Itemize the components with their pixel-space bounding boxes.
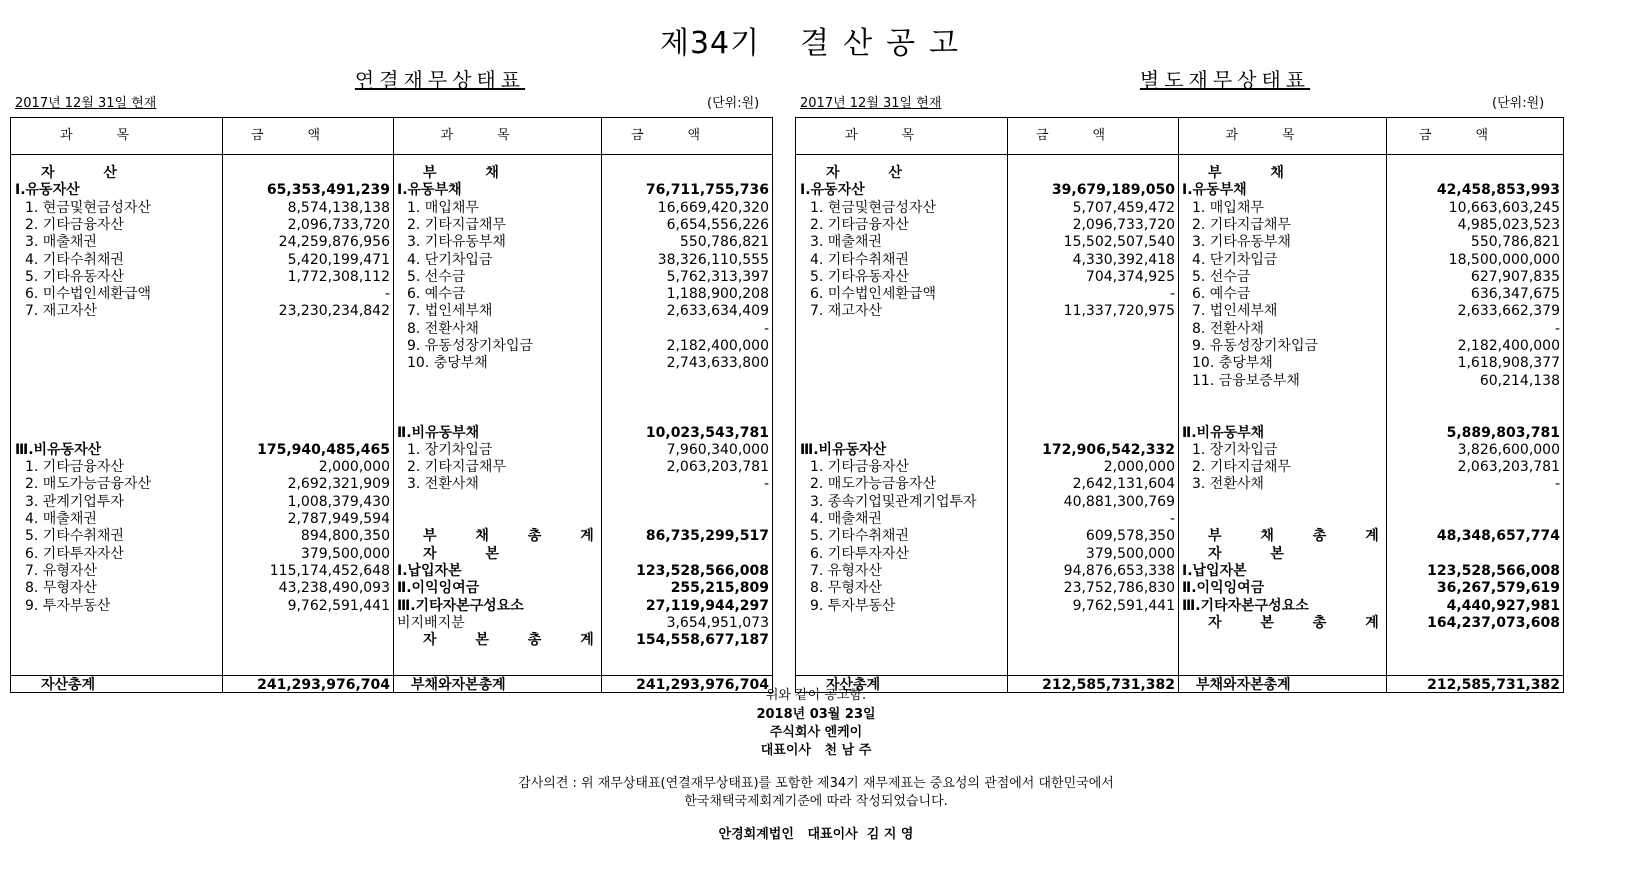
asset-item-label: 5. 기타유동자산	[25, 268, 124, 285]
liability-item-label: 2. 기타지급채무	[407, 216, 506, 233]
asset-item-amount: 23,230,234,842	[278, 303, 390, 320]
column-divider	[393, 118, 394, 692]
asset-item-amount: 15,502,507,540	[1063, 234, 1175, 251]
total-assets-label: 자산총계	[826, 677, 881, 693]
announcement-label: 결산공고	[800, 26, 973, 61]
liability-item-amount: 16,669,420,320	[657, 199, 769, 216]
liability-item-amount: 2,063,203,781	[1457, 459, 1560, 476]
asset-item-amount: 172,906,542,332	[1042, 441, 1175, 458]
asset-item-label: 8. 무형자산	[25, 580, 97, 597]
liability-item-label: 5. 선수금	[1192, 268, 1251, 285]
liability-item-label: 5. 선수금	[407, 268, 466, 285]
asset-item-label: Ⅲ.비유동자산	[800, 441, 887, 458]
asset-item-amount: 11,337,720,975	[1063, 303, 1175, 320]
liability-item-amount: -	[763, 320, 769, 337]
separate-balance-table	[795, 117, 1564, 693]
notice-text: 위와 같이 공고함.	[765, 688, 867, 703]
audit-opinion-line1: 감사의견 : 위 재무상태표(연결재무상태표)를 포함한 제34기 재무제표는 중요성의 관점에서 대한민국에서	[518, 776, 1114, 791]
liability-item-amount: 6,654,556,226	[666, 216, 769, 233]
liability-item-amount: 10,663,603,245	[1448, 199, 1560, 216]
total-liab-equity-amount: 241,293,976,704	[636, 677, 769, 693]
asset-item-amount: 894,800,350	[300, 528, 390, 545]
asset-item-label: 5. 기타수취채권	[810, 528, 909, 545]
asset-item-amount: 2,096,733,720	[1072, 216, 1175, 233]
asset-item-amount: 2,000,000	[1103, 459, 1175, 476]
header-item: 과목	[1225, 128, 1339, 143]
liability-item-label: 10. 충당부채	[407, 355, 488, 372]
total-liab-equity-label: 부채와자본총계	[1196, 677, 1291, 693]
asset-item-label: 2. 기타금융자산	[25, 216, 124, 233]
audit-opinion-line2: 한국채택국제회계기준에 따라 작성되었습니다.	[684, 794, 948, 809]
asset-item-label: Ⅰ.유동자산	[800, 182, 865, 199]
liability-item-amount: 2,743,633,800	[666, 355, 769, 372]
liability-item-amount: 27,119,944,297	[645, 597, 769, 614]
asset-item-label: 2. 기타금융자산	[810, 216, 909, 233]
liability-item-label: 3. 전환사채	[407, 476, 479, 493]
header-amount: 금액	[1035, 128, 1150, 143]
asset-item-label: 7. 유형자산	[25, 562, 97, 579]
liability-item-amount: 1,188,900,208	[666, 286, 769, 303]
asset-item-label: 5. 기타유동자산	[810, 268, 909, 285]
asset-item-label: 3. 관계기업투자	[25, 493, 124, 510]
liability-item-amount: 2,063,203,781	[666, 459, 769, 476]
liability-item-label: 자 본	[1208, 545, 1306, 562]
liability-item-amount: 2,633,634,409	[666, 303, 769, 320]
liability-item-amount: 2,182,400,000	[666, 338, 769, 354]
liability-item-amount: 2,182,400,000	[1457, 338, 1560, 354]
liability-item-label: 9. 유동성장기차입금	[1192, 338, 1318, 354]
liability-item-amount: 38,326,110,555	[657, 251, 769, 268]
asset-item-label: 9. 투자부동산	[25, 597, 111, 614]
liability-item-label: 4. 단기차입금	[1192, 251, 1278, 268]
consolidated-unit: (단위:원)	[707, 96, 760, 111]
liability-item-label: 8. 전환사채	[1192, 320, 1264, 337]
liability-item-amount: 86,735,299,517	[645, 528, 769, 545]
liability-item-label: Ⅰ.납입자본	[1182, 562, 1247, 579]
liability-item-label: 3. 기타유동부채	[407, 234, 506, 251]
liability-item-amount: 18,500,000,000	[1448, 251, 1560, 268]
header-item: 과목	[59, 128, 174, 143]
liability-item-label: Ⅲ.기타자본구성요소	[397, 597, 524, 614]
liability-item-label: 4. 단기차입금	[407, 251, 493, 268]
liability-item-amount: 123,528,566,008	[1427, 562, 1560, 579]
asset-item-label: 6. 기타투자자산	[810, 545, 909, 562]
asset-item-amount: 9,762,591,441	[287, 597, 390, 614]
liability-item-amount: 7,960,340,000	[666, 441, 769, 458]
notice-date: 2018년 03월 23일	[756, 707, 876, 722]
asset-item-amount: 2,096,733,720	[287, 216, 390, 233]
consolidated-balance-table	[10, 117, 773, 693]
liability-item-amount: 636,347,675	[1470, 286, 1560, 303]
liability-item-label: Ⅱ.비유동부채	[1182, 424, 1265, 441]
asset-item-label: 6. 기타투자자산	[25, 545, 124, 562]
liability-item-label: 자 본 총 계	[1208, 614, 1396, 631]
liability-item-amount: -	[1554, 320, 1560, 337]
liability-item-label: 3. 전환사채	[1192, 476, 1264, 493]
asset-item-amount: 115,174,452,648	[269, 562, 390, 579]
consolidated-statement-title: 연결재무상태표	[354, 68, 526, 92]
company-name: 주식회사 엔케이	[769, 725, 863, 740]
column-divider	[1178, 118, 1179, 692]
asset-item-amount: 2,000,000	[318, 459, 390, 476]
liability-item-label: Ⅱ.이익잉여금	[397, 580, 480, 597]
separate-date: 2017년 12월 31일 현재	[800, 96, 942, 111]
liability-item-label: 7. 법인세부채	[1192, 303, 1278, 320]
liability-item-amount: 3,826,600,000	[1457, 441, 1560, 458]
liability-item-label: 3. 기타유동부채	[1192, 234, 1291, 251]
ceo-name: 대표이사 천 남 주	[760, 743, 872, 758]
liability-item-label: Ⅲ.기타자본구성요소	[1182, 597, 1309, 614]
asset-item-amount: 2,787,949,594	[287, 511, 390, 527]
header-amount: 금액	[1418, 128, 1533, 143]
asset-item-label: 4. 기타수취채권	[25, 251, 124, 268]
liability-item-label: Ⅱ.이익잉여금	[1182, 580, 1265, 597]
header-item: 과목	[440, 128, 554, 143]
asset-item-amount: 9,762,591,441	[1072, 597, 1175, 614]
liability-item-amount: 60,214,138	[1479, 372, 1560, 389]
header-amount: 금액	[250, 128, 365, 143]
liability-item-label: 6. 예수금	[1192, 286, 1251, 303]
header-item: 과목	[844, 128, 959, 143]
auditor-name: 안경회계법인 대표이사 김 지 영	[718, 827, 914, 842]
liability-item-label: 부 채 총 계	[423, 528, 611, 545]
asset-item-label: 9. 투자부동산	[810, 597, 896, 614]
liability-item-label: Ⅰ.납입자본	[397, 562, 462, 579]
asset-item-amount: 24,259,876,956	[278, 234, 390, 251]
asset-item-amount: 40,881,300,769	[1063, 493, 1175, 510]
asset-item-amount: 2,642,131,604	[1072, 476, 1175, 493]
total-assets-amount: 241,293,976,704	[257, 677, 390, 693]
liability-item-label: 비지배지분	[397, 614, 465, 631]
asset-item-label: 8. 무형자산	[810, 580, 882, 597]
liability-item-label: Ⅰ.유동부채	[1182, 182, 1247, 199]
asset-item-label: 3. 매출채권	[25, 234, 97, 251]
liability-item-amount: 5,889,803,781	[1446, 424, 1560, 441]
total-liab-equity-label: 부채와자본총계	[411, 677, 506, 693]
liability-item-label: Ⅰ.유동부채	[397, 182, 462, 199]
asset-item-label: 3. 매출채권	[810, 234, 882, 251]
asset-item-label: 5. 기타수취채권	[25, 528, 124, 545]
liability-item-amount: 4,440,927,981	[1446, 597, 1560, 614]
liability-item-label: 2. 기타지급채무	[407, 459, 506, 476]
liability-item-amount: 627,907,835	[1470, 268, 1560, 285]
liability-item-label: 9. 유동성장기차입금	[407, 338, 533, 354]
liability-item-amount: 2,633,662,379	[1457, 303, 1560, 320]
liability-item-label: 8. 전환사채	[407, 320, 479, 337]
total-liab-equity-amount: 212,585,731,382	[1427, 677, 1560, 693]
asset-item-label: 4. 매출채권	[810, 511, 882, 527]
total-assets-label: 자산총계	[41, 677, 96, 693]
asset-item-amount: 2,692,321,909	[287, 476, 390, 493]
liability-item-amount: 154,558,677,187	[636, 632, 769, 649]
liability-item-label: Ⅱ.비유동부채	[397, 424, 480, 441]
asset-item-amount: 1,772,308,112	[287, 268, 390, 285]
asset-item-label: 7. 재고자산	[25, 303, 97, 320]
liability-item-label: 10. 충당부채	[1192, 355, 1273, 372]
asset-item-amount: -	[1169, 286, 1175, 303]
announcement-title	[0, 18, 1632, 62]
separate-statement-title: 별도재무상태표	[1139, 68, 1311, 92]
asset-item-label: Ⅲ.비유동자산	[15, 441, 102, 458]
asset-item-label: 7. 재고자산	[810, 303, 882, 320]
asset-item-amount: 379,500,000	[300, 545, 390, 562]
asset-item-amount: -	[1169, 511, 1175, 527]
liability-item-amount: -	[763, 476, 769, 493]
asset-item-label: 7. 유형자산	[810, 562, 882, 579]
liability-item-amount: 36,267,579,619	[1436, 580, 1560, 597]
asset-item-label: 2. 매도가능금융자산	[810, 476, 936, 493]
asset-item-label: 6. 미수법인세환급액	[25, 286, 151, 303]
liability-item-label: 자 본	[423, 545, 521, 562]
asset-item-amount: 379,500,000	[1085, 545, 1175, 562]
liability-item-amount: 164,237,073,608	[1427, 614, 1560, 631]
liability-item-label: 2. 기타지급채무	[1192, 216, 1291, 233]
separate-unit: (단위:원)	[1492, 96, 1545, 111]
liability-item-label: 부 채	[1208, 165, 1306, 181]
liability-item-amount: 4,985,023,523	[1457, 216, 1560, 233]
liability-item-label: 1. 장기차입금	[1192, 441, 1278, 458]
asset-item-label: 1. 현금및현금성자산	[25, 199, 151, 216]
asset-item-label: 1. 기타금융자산	[810, 459, 909, 476]
asset-item-label: 6. 미수법인세환급액	[810, 286, 936, 303]
asset-item-amount: 23,752,786,830	[1063, 580, 1175, 597]
table-header-row	[11, 118, 772, 155]
asset-item-label: 2. 매도가능금융자산	[25, 476, 151, 493]
asset-item-label: 4. 기타수취채권	[810, 251, 909, 268]
asset-item-label: 자 산	[826, 165, 924, 181]
period-label: 제34기	[659, 26, 761, 61]
liability-item-amount: 5,762,313,397	[666, 268, 769, 285]
liability-item-amount: 48,348,657,774	[1436, 528, 1560, 545]
liability-item-label: 6. 예수금	[407, 286, 466, 303]
asset-item-amount: 65,353,491,239	[266, 182, 390, 199]
liability-item-amount: 123,528,566,008	[636, 562, 769, 579]
header-amount: 금액	[630, 128, 745, 143]
table-header-row	[796, 118, 1563, 155]
asset-item-amount: 43,238,490,093	[278, 580, 390, 597]
asset-item-amount: 4,330,392,418	[1072, 251, 1175, 268]
liability-item-amount: 76,711,755,736	[645, 182, 769, 199]
liability-item-label: 11. 금융보증부채	[1192, 372, 1300, 389]
liability-item-amount: 3,654,951,073	[666, 614, 769, 631]
asset-item-amount: 5,420,199,471	[287, 251, 390, 268]
liability-item-label: 1. 장기차입금	[407, 441, 493, 458]
total-assets-amount: 212,585,731,382	[1042, 677, 1175, 693]
liability-item-amount: 255,215,809	[670, 580, 769, 597]
liability-item-label: 부 채	[423, 165, 521, 181]
liability-item-label: 자 본 총 계	[423, 632, 611, 649]
liability-item-label: 부 채 총 계	[1208, 528, 1396, 545]
asset-item-label: 3. 종속기업및관계기업투자	[810, 493, 977, 510]
liability-item-label: 1. 매입채무	[407, 199, 479, 216]
asset-item-amount: 1,008,379,430	[287, 493, 390, 510]
asset-item-amount: 94,876,653,338	[1063, 562, 1175, 579]
liability-item-amount: 550,786,821	[1470, 234, 1560, 251]
liability-item-amount: 42,458,853,993	[1436, 182, 1560, 199]
asset-item-amount: 704,374,925	[1085, 268, 1175, 285]
asset-item-label: 자 산	[41, 165, 139, 181]
liability-item-label: 2. 기타지급채무	[1192, 459, 1291, 476]
liability-item-amount: -	[1554, 476, 1560, 493]
asset-item-amount: 5,707,459,472	[1072, 199, 1175, 216]
liability-item-amount: 10,023,543,781	[645, 424, 769, 441]
liability-item-label: 1. 매입채무	[1192, 199, 1264, 216]
liability-item-amount: 1,618,908,377	[1457, 355, 1560, 372]
asset-item-label: 4. 매출채권	[25, 511, 97, 527]
asset-item-amount: 39,679,189,050	[1051, 182, 1175, 199]
asset-item-amount: 609,578,350	[1085, 528, 1175, 545]
asset-item-amount: 8,574,138,138	[287, 199, 390, 216]
asset-item-label: 1. 기타금융자산	[25, 459, 124, 476]
asset-item-label: Ⅰ.유동자산	[15, 182, 80, 199]
liability-item-label: 7. 법인세부채	[407, 303, 493, 320]
liability-item-amount: 550,786,821	[679, 234, 769, 251]
asset-item-amount: -	[384, 286, 390, 303]
consolidated-date: 2017년 12월 31일 현재	[15, 96, 157, 111]
asset-item-amount: 175,940,485,465	[257, 441, 390, 458]
asset-item-label: 1. 현금및현금성자산	[810, 199, 936, 216]
